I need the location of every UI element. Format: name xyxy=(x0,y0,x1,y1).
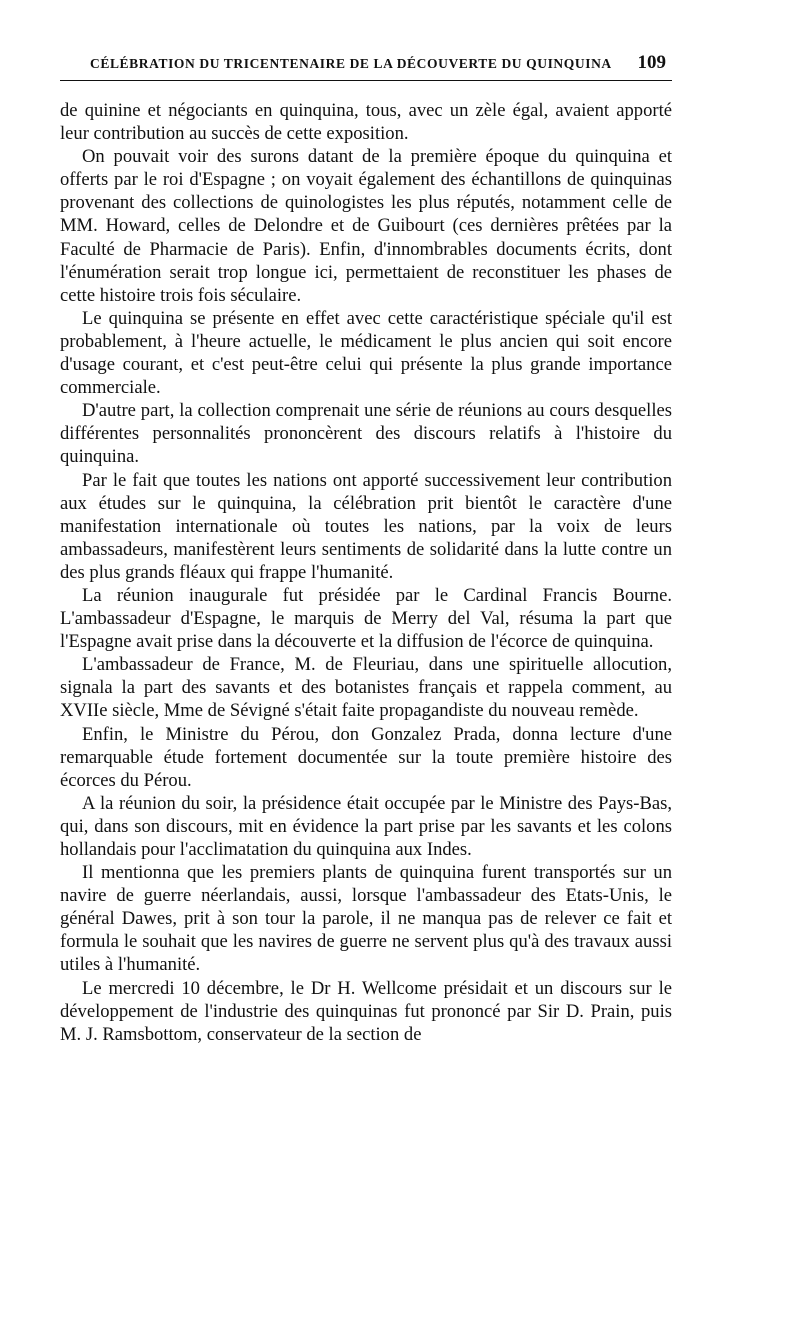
running-header xyxy=(60,52,672,81)
paragraph-10: Il mentionna que les premiers plants de quinquina furent transportés sur un navire de guerre néerlandais, aussi, lorsque l'ambassadeur des Etats-Unis, le général Dawes, prit à son tour la parole, il ne manqua pas de relever ce fait et formula le souhait que les navires de guerre ne servent plus qu'à des travaux aussi utiles à l'humanité. xyxy=(60,862,672,976)
running-title: CÉLÉBRATION DU TRICENTENAIRE DE LA DÉCOUVERTE DU QUINQUINA xyxy=(90,56,612,71)
paragraph-4: D'autre part, la collection comprenait une série de réunions au cours desquelles différentes personnalités prononcèrent des discours relatifs à l'histoire du quinquina. xyxy=(60,400,672,468)
paragraph-5: Par le fait que toutes les nations ont apporté successivement leur contribution aux études sur le quinquina, la célébration prit bientôt le caractère d'une manifestation internationale où toutes les nations, par la voix de leurs ambassadeurs, manifestèrent leurs sentiments de solidarité dans la lutte contre un des plus grands fléaux qui frappe l'humanité. xyxy=(60,469,672,583)
paragraph-3: Le quinquina se présente en effet avec cette caractéristique spéciale qu'il est probablement, à l'heure actuelle, le médicament le plus ancien qui soit encore d'usage courant, et c'est peut-être celui qui présente la plus grande importance commerciale. xyxy=(60,307,672,399)
paragraph-7: L'ambassadeur de France, M. de Fleuriau, dans une spirituelle allocution, signala la part des savants et des botanistes français et rappela comment, au XVIIe siècle, Mme de Sévigné s'était faite propagandiste du nouveau remède. xyxy=(60,654,672,722)
paragraph-1: de quinine et négociants en quinquina, tous, avec un zèle égal, avaient apporté leur contribution au succès de cette exposition. xyxy=(60,100,672,145)
page-number: 109 xyxy=(637,52,666,73)
paragraph-2: On pouvait voir des surons datant de la première époque du quinquina et offerts par le roi d'Espagne ; on voyait également des échantillons de quinquinas provenant des collections de quinologistes les plus réputés, notamment celle de MM. Howard, celles de Delondre et de Guibourt (ces dernières prêtées par la Faculté de Pharmacie de Paris). Enfin, d'innombrables documents écrits, dont l'énumération serait trop longue ici, permettaient de reconstituer les phases de cette histoire trois fois séculaire. xyxy=(60,146,672,306)
paragraph-8: Enfin, le Ministre du Pérou, don Gonzalez Prada, donna lecture d'une remarquable étude fortement documentée sur la toute première histoire des écorces du Pérou. xyxy=(60,723,672,791)
paragraph-6: La réunion inaugurale fut présidée par le Cardinal Francis Bourne. L'ambassadeur d'Espagne, le marquis de Merry del Val, résuma la part que l'Espagne avait prise dans la découverte et la diffusion de l'écorce de quinquina. xyxy=(60,584,672,653)
paragraph-9: A la réunion du soir, la présidence était occupée par le Ministre des Pays-Bas, qui, dans son discours, mit en évidence la part prise par les savants et les colons hollandais pour l'acclimatation du quinquina aux Indes. xyxy=(60,792,672,860)
body-text xyxy=(60,99,672,1046)
paragraph-11: Le mercredi 10 décembre, le Dr H. Wellcome présidait et un discours sur le développement de l'industrie des quinquinas fut prononcé par Sir D. Prain, puis M. J. Ramsbottom, conservateur de la section de xyxy=(60,977,672,1045)
